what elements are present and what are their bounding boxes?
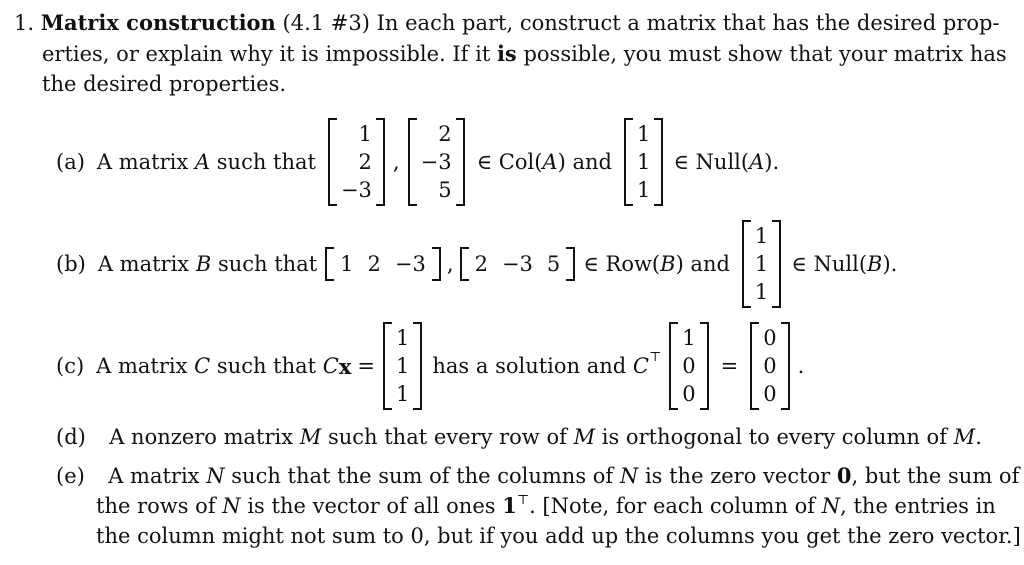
part-a: (a) A matrix A such that 1 2 −3 , 2 −3 5 ∈ Col( A ) and 1 1 1 ∈ Null( A ). [56, 114, 779, 210]
vector-a2: 2 −3 5 [408, 118, 465, 206]
part-c: (c) A matrix C such that C x = 1 1 1 has a solution and C ⊤ 1 0 0 = 0 0 0 . [56, 318, 804, 414]
part-d-label: (d) [56, 425, 86, 449]
problem-header-line [14, 10, 1000, 36]
part-a-label: (a) [56, 150, 85, 174]
vector-a3: 1 1 1 [624, 118, 663, 206]
vector-a1: 1 2 −3 [328, 118, 385, 206]
intro-text-1: In each part, construct a matrix that has the desired prop- [376, 11, 1000, 35]
vector-c1: 1 1 1 [383, 322, 422, 410]
part-c-label: (c) [56, 354, 85, 378]
intro-line-3: the desired properties. [42, 72, 287, 96]
part-b: (b) A matrix B such that 1 2 −3 , 2 −3 5 ∈ Row( B ) and 1 1 1 ∈ Null( B ). [56, 216, 897, 312]
problem-title: Matrix construction [40, 10, 276, 35]
part-d: (d) A nonzero matrix M such that every row of M is orthogonal to every column of M. [56, 425, 982, 449]
vector-c3: 0 0 0 [750, 322, 789, 410]
row-vector-b1: 1 2 −3 [325, 247, 441, 281]
vector-b3: 1 1 1 [742, 220, 781, 308]
part-e-line-2: the rows of N is the vector of all ones 1⊤. [Note, for each column of N, the entries in [96, 493, 996, 518]
part-e-line-3: the column might not sum to 0, but if you add up the columns you get the zero vector.] [96, 524, 1021, 548]
problem-number: 1. [14, 11, 35, 35]
row-vector-b2: 2 −3 5 [460, 247, 576, 281]
part-b-label: (b) [56, 252, 86, 276]
intro-line-2: erties, or explain why it is impossible. If it is possible, you must show that your matrix has [42, 41, 1007, 66]
vector-c2: 1 0 0 [669, 322, 708, 410]
intro-emphasis-is: is [496, 41, 517, 66]
part-e-label: (e) [56, 464, 85, 488]
part-e-line-1: (e) A matrix N such that the sum of the columns of N is the zero vector 0, but the sum of [56, 463, 1020, 488]
problem-ref: (4.1 #3) [282, 11, 370, 35]
